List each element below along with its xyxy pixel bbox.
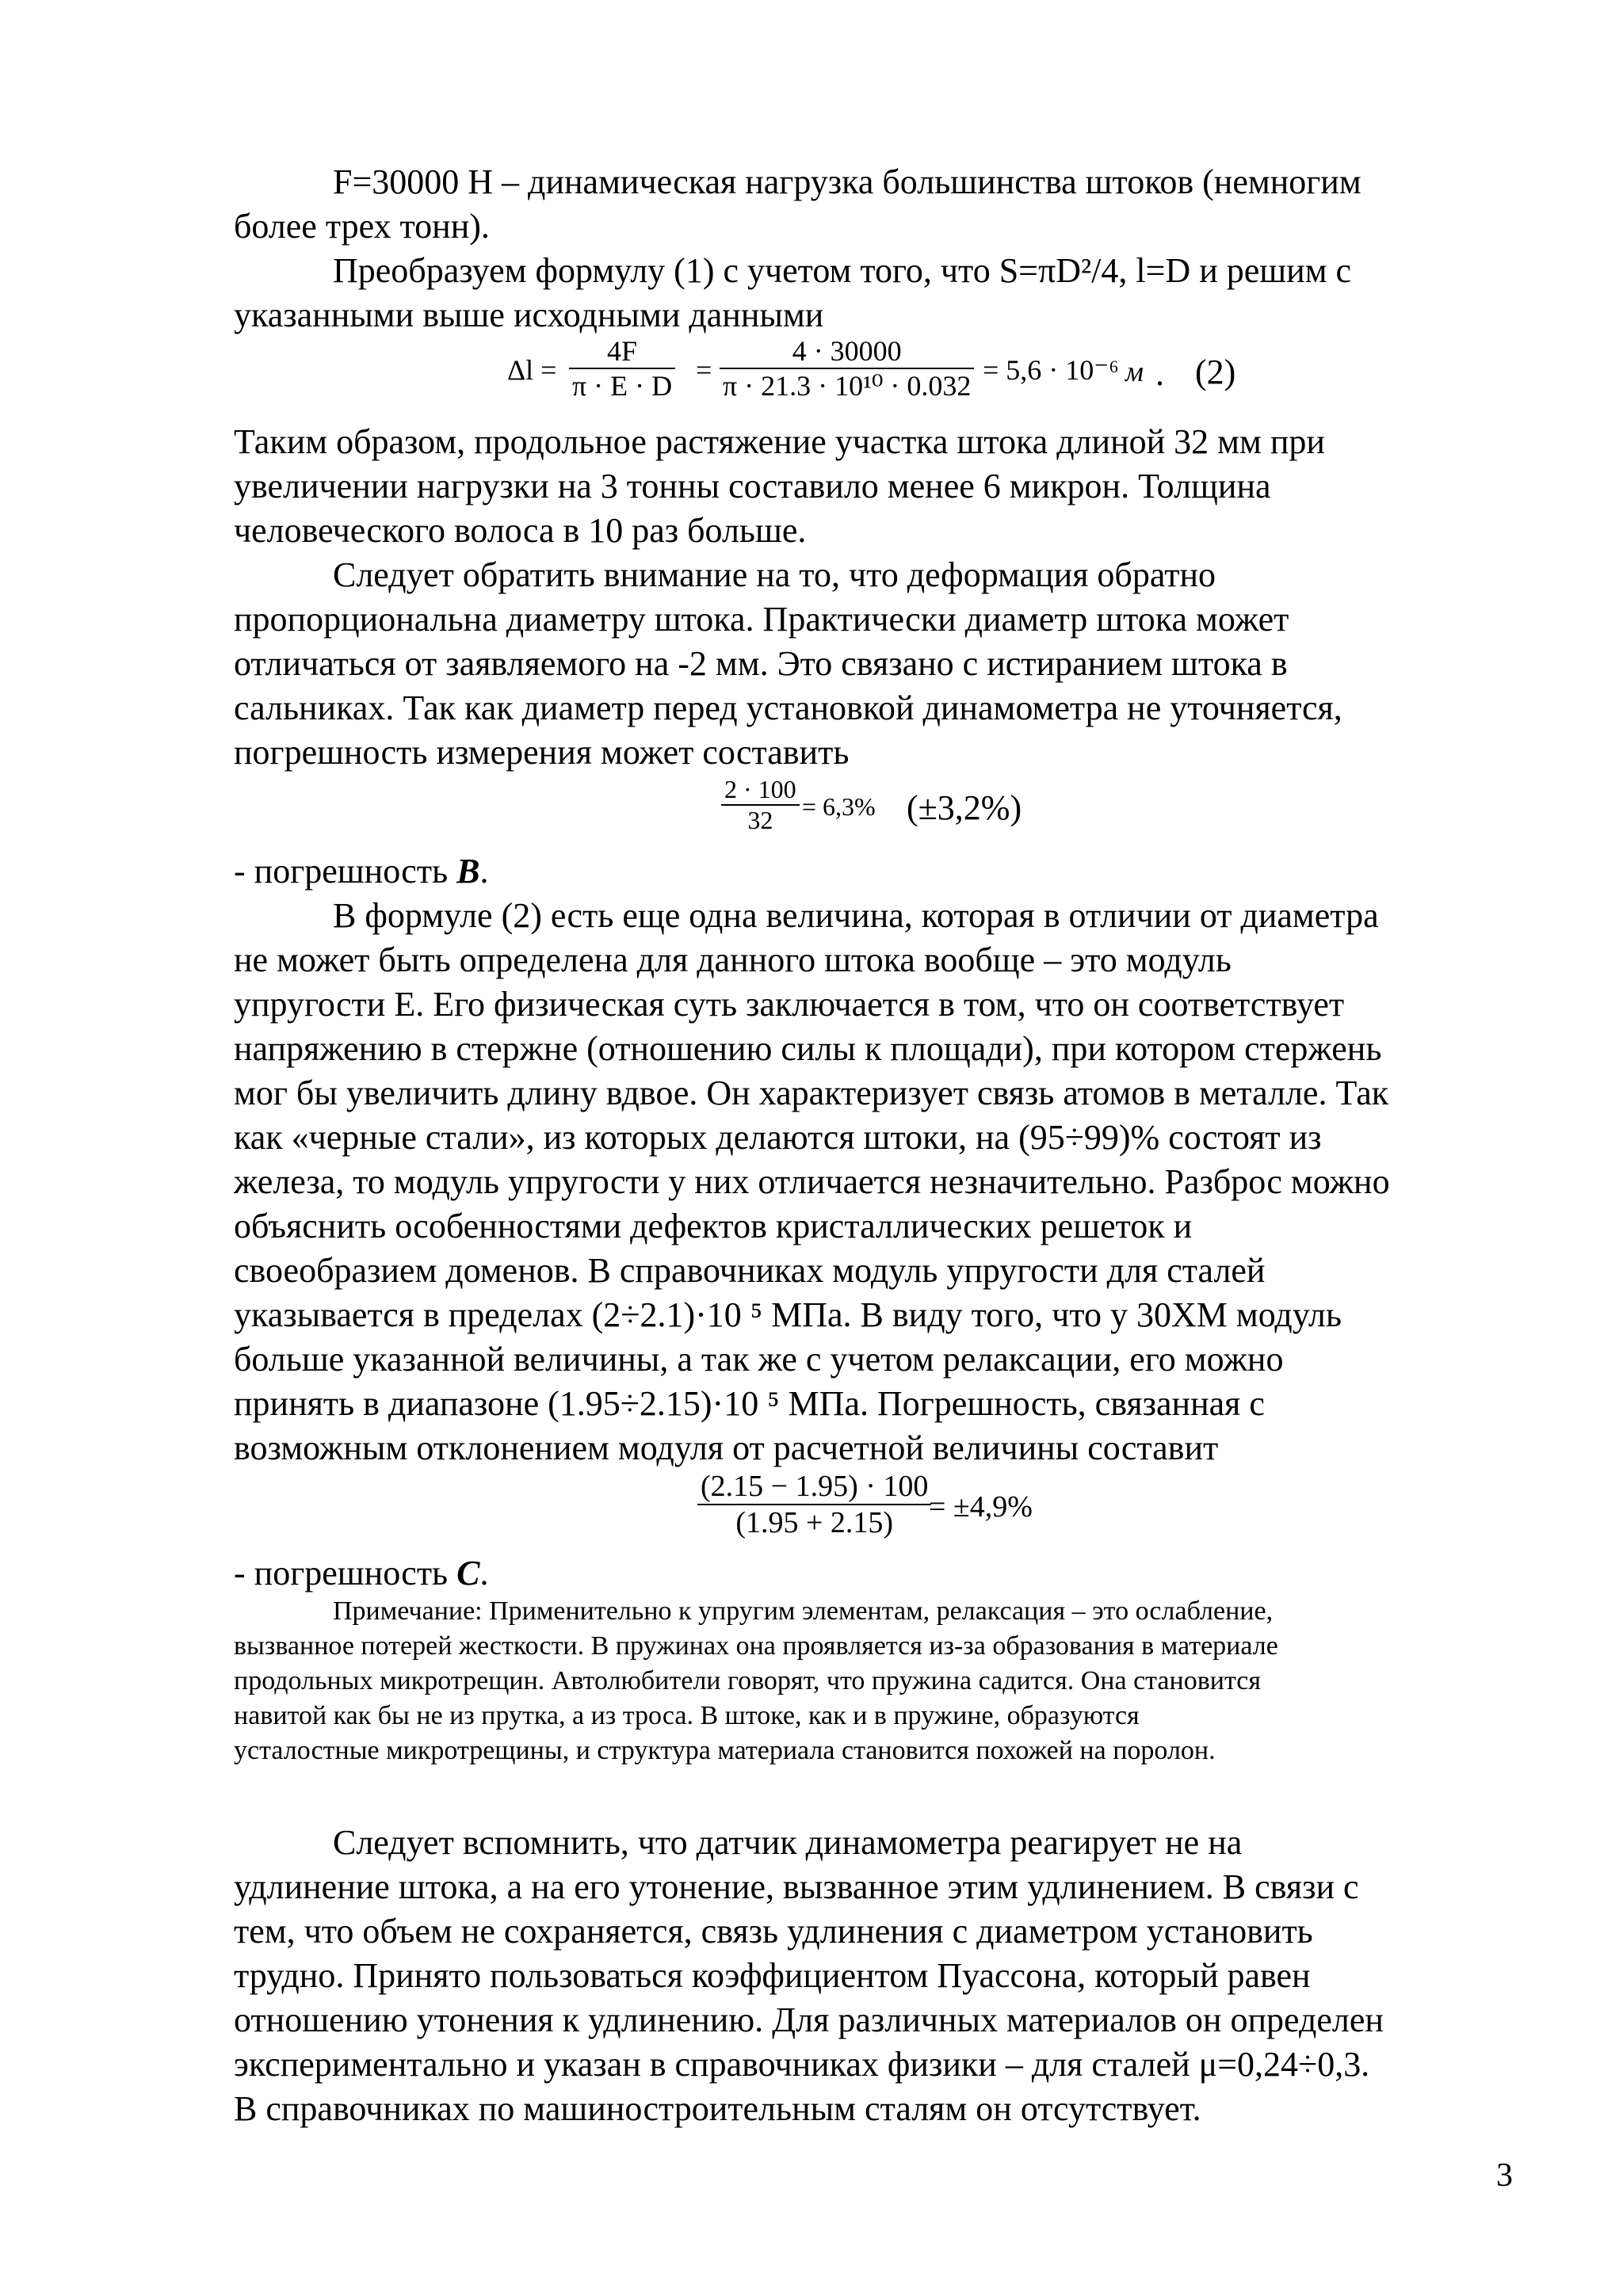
- text-line: более трех тонн).: [234, 207, 490, 246]
- eqc-denominator: (1.95 + 2.15): [697, 1504, 931, 1540]
- text-line: указанными выше исходными данными: [234, 296, 824, 334]
- text-line: как «черные стали», из которых делаются штоки, на (95÷99)% состоят из: [234, 1118, 1322, 1157]
- eq2-f2-denominator: π · 21.3 · 10¹⁰ · 0.032: [720, 368, 974, 402]
- text-line: тем, что объем не сохраняется, связь удлинения с диаметром установить: [234, 1912, 1313, 1951]
- eq2-f2-numerator: 4 · 30000: [792, 335, 902, 367]
- text-line: Таким образом, продольное растяжение участка штока длиной 32 мм при: [234, 422, 1325, 461]
- error-b-label: В: [456, 852, 480, 891]
- text-line: своеобразием доменов. В справочниках модуль упругости для сталей: [234, 1251, 1266, 1290]
- text-line: указывается в пределах (2÷2.1)·10 ⁵ МПа. В виду того, что у 30ХМ модуль: [234, 1295, 1342, 1334]
- text-line: пропорциональна диаметру штока. Практически диаметр штока может: [234, 600, 1289, 639]
- text-line: отличаться от заявляемого на -2 мм. Это связано с истиранием штока в: [234, 644, 1288, 683]
- text-line: F=30000 Н – динамическая нагрузка большинства штоков (немногим: [333, 162, 1361, 201]
- text-line: удлинение штока, а на его утонение, вызванное этим удлинением. В связи с: [234, 1867, 1359, 1906]
- note-line: продольных микротрещин. Автолюбители говорят, что пружина садится. Она становится: [234, 1666, 1261, 1695]
- text-line: человеческого волоса в 10 раз больше.: [234, 511, 807, 550]
- text-line: Преобразуем формулу (1) с учетом того, что S=πD²/4, l=D и решим с: [333, 251, 1352, 290]
- text-line: упругости E. Его физическая суть заключается в том, что он соответствует: [234, 985, 1345, 1024]
- eqb-result: = 6,3%: [802, 792, 876, 821]
- text-line: погрешность измерения может составить: [234, 733, 850, 772]
- text-line: железа, то модуль упругости у них отличается незначительно. Разброс можно: [234, 1162, 1390, 1201]
- text-line: не может быть определена для данного штока вообще – это модуль: [234, 940, 1232, 979]
- eq2-fraction-2: [720, 334, 974, 402]
- text-span: - погрешность: [234, 1554, 457, 1592]
- text-line: Следует обратить внимание на то, что деформация обратно: [333, 555, 1216, 594]
- text-line: трудно. Принято пользоваться коэффициентом Пуассона, который равен: [234, 1956, 1311, 1995]
- text-line: мог бы увеличить длину вдвое. Он характеризует связь атомов в металле. Так: [234, 1074, 1389, 1112]
- eqb-denominator: 32: [721, 804, 800, 835]
- text-line: [234, 1551, 488, 1596]
- eqc-numerator: (2.15 − 1.95) · 100: [701, 1470, 929, 1503]
- text-line: больше указанной величины, а так же с учетом релаксации, его можно: [234, 1340, 1284, 1379]
- eqc-fraction: [697, 1469, 931, 1540]
- error-c-label: С: [456, 1554, 480, 1592]
- eq2-equals: =: [696, 354, 712, 386]
- text-line: возможным отклонением модуля от расчетной величины составит: [234, 1428, 1219, 1467]
- eq2-unit: м: [1125, 356, 1144, 387]
- page-number: 3: [1496, 2157, 1513, 2194]
- text-span: .: [479, 852, 489, 891]
- text-span: - погрешность: [234, 852, 457, 891]
- text-line: объяснить особенностями дефектов кристаллических решеток и: [234, 1207, 1193, 1245]
- text-line: принять в диапазоне (1.95÷2.15)·10 ⁵ МПа. Погрешность, связанная с: [234, 1384, 1265, 1423]
- text-line: отношению утонения к удлинению. Для различных материалов он определен: [234, 2000, 1384, 2039]
- eq2-fraction-1: [569, 334, 675, 402]
- text-line: Следует вспомнить, что датчик динамометра реагирует не на: [333, 1823, 1243, 1862]
- text-line: [234, 849, 488, 894]
- eqb-fraction: [721, 775, 800, 835]
- text-line: экспериментально и указан в справочниках физики – для сталей μ=0,24÷0,3.: [234, 2045, 1370, 2084]
- eq2-dot: .: [1155, 354, 1164, 393]
- text-line: В справочниках по машиностроительным сталям он отсутствует.: [234, 2089, 1201, 2128]
- eqc-result: = ±4,9%: [929, 1490, 1033, 1524]
- note-line: усталостные микротрещины, и структура материала становится похожей на поролон.: [234, 1736, 1216, 1765]
- note-line: Примечание: Применительно к упругим элементам, релаксация – это ослабление,: [333, 1596, 1274, 1626]
- text-span: .: [479, 1554, 489, 1592]
- eqb-numerator: 2 · 100: [724, 775, 796, 803]
- eq2-label: (2): [1195, 353, 1236, 391]
- eq2-f1-denominator: π · E · D: [569, 368, 675, 402]
- eq2-f1-numerator: 4F: [607, 335, 638, 367]
- eq2-result: = 5,6 · 10⁻⁶: [983, 354, 1119, 386]
- text-line: сальниках. Так как диаметр перед установкой динамометра не уточняется,: [234, 688, 1342, 727]
- note-line: навитой как бы не из прутка, а из троса. В штоке, как и в пружине, образуются: [234, 1701, 1140, 1730]
- note-line: вызванное потерей жесткости. В пружинах она проявляется из-за образования в материале: [234, 1631, 1278, 1661]
- text-line: напряжению в стержне (отношению силы к площади), при котором стержень: [234, 1029, 1382, 1068]
- eqb-extra: (±3,2%): [907, 788, 1022, 827]
- text-line: В формуле (2) есть еще одна величина, которая в отличии от диаметра: [333, 896, 1379, 935]
- text-line: увеличении нагрузки на 3 тонны составило менее 6 микрон. Толщина: [234, 467, 1271, 505]
- eq2-lhs: Δl =: [507, 354, 557, 386]
